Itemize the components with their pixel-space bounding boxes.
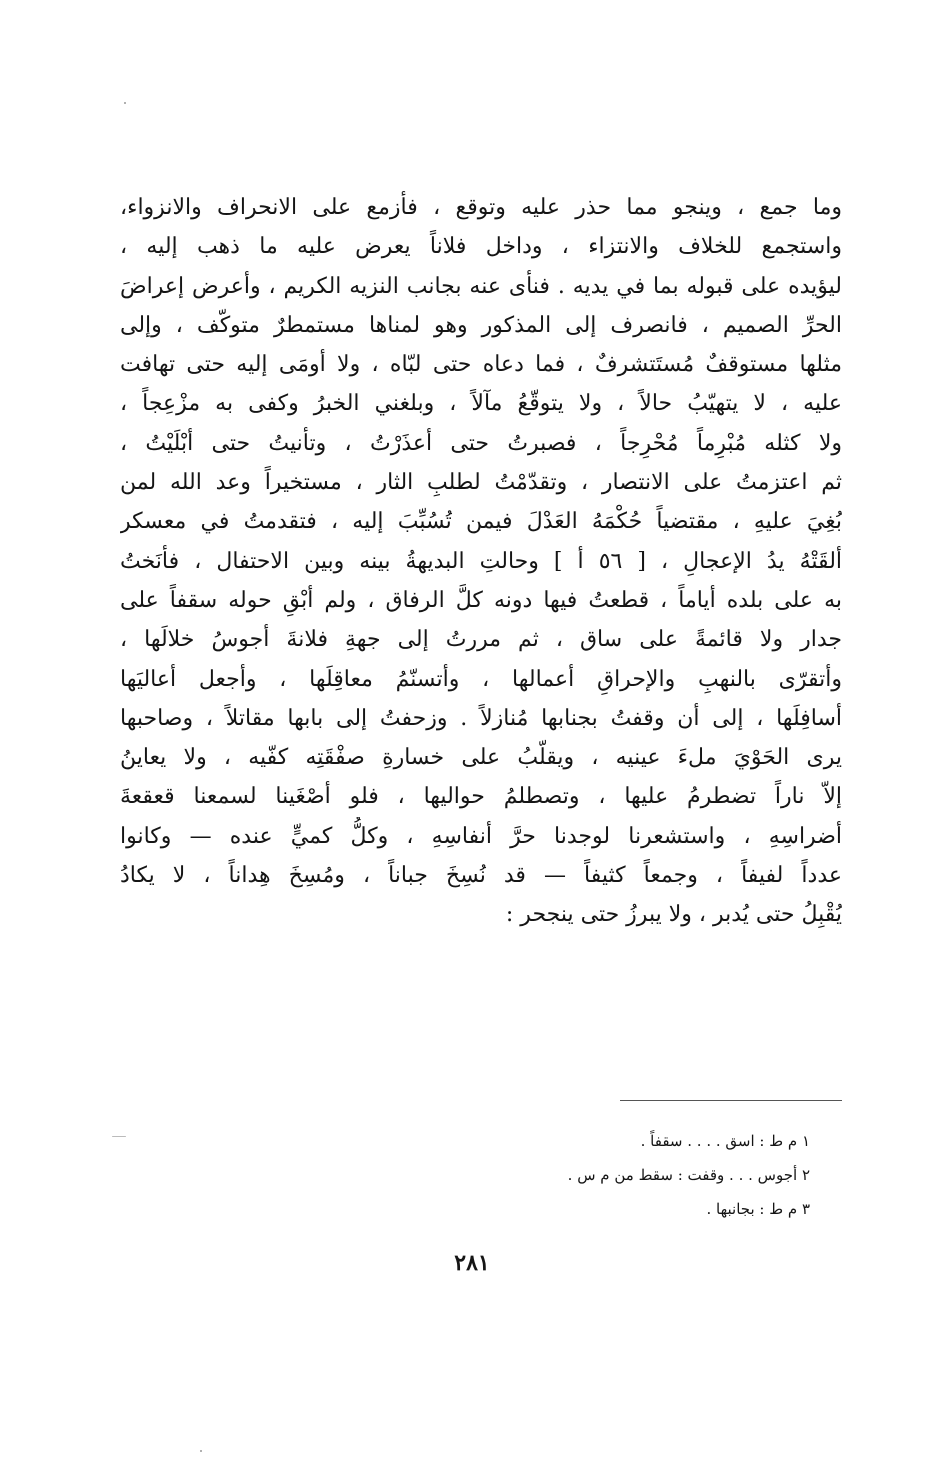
scan-speck xyxy=(200,1450,202,1452)
text-line: ليؤيده على قبوله بما في يديه . فنأى عنه بجانب النزيه الكريم ، وأعرض إعراضَ xyxy=(120,273,842,299)
text-line: إلاّ ناراً تضطرمُ عليها ، وتصطلمُ حواليها ، فلو أصْغَينا لسمعنا قعقعةَ xyxy=(120,784,842,810)
text-line: واستجمع للخلاف والانتزاء ، وداخل فلاناً يعرض عليه ما ذهب إليه ، xyxy=(120,234,842,260)
text-line: وأتقرّى بالنهبِ والإحراقِ أعمالها ، وأتسنّمُ معاقِلَها ، وأجعل أعاليَها xyxy=(120,666,842,692)
footnote-divider xyxy=(620,1100,842,1101)
scan-speck xyxy=(112,1136,126,1137)
text-line: ثم اعتزمتُ على الانتصار ، وتقدّمْتُ لطلبِ الثار ، مستخيراً وعد الله لمن xyxy=(120,470,842,496)
text-line: أضراسِهِ ، واستشعرنا لوجدنا حرَّ أنفاسِهِ ، وكلُّ كميٍّ عنده — وكانوا xyxy=(120,823,842,849)
text-line: الحرِّ الصميم ، فانصرف إلى المذكور وهو لمناها مستمطرٌ متوكّف ، وإلى xyxy=(120,312,842,338)
text-line: به على بلده أياماً ، قطعتُ فيها دونه كلَّ الرفاق ، ولم أبْقِ حوله سقفاً على xyxy=(120,587,842,613)
text-line: جدار ولا قائمةً على ساق ، ثم مررتُ إلى جهةِ فلانةَ أجوسُ خلالَها ، xyxy=(120,627,842,653)
text-line: مثلها مستوقفٌ مُستَتشرفٌ ، فما دعاه حتى لبّاه ، ولا أومَى إليه حتى تهافت xyxy=(120,352,842,378)
text-line: ألقَتْهُ يدُ الإعجالِ ، [ ٥٦ أ ] وحالتِ البديهةُ بينه وبين الاحتفال ، فأنَختُ xyxy=(120,548,842,574)
text-line: يرى الحَوْيَ ملءَ عينيه ، ويقلّبُ على خسارةِ صفْقَتِه كفّيه ، ولا يعاينُ xyxy=(120,745,842,771)
text-line: عدداً لفيفاً ، وجمعاً كثيفاً — قد نُسِخَ جباناً ، ومُسِخَ هِداناً ، لا يكادُ xyxy=(120,863,842,889)
footnote-1: ١ م ط : اسق . . . . سقفاً . xyxy=(640,1132,810,1150)
text-line: أسافِلَها ، إلى أن وقفتُ بجنابها مُنازلاً . وزحفتُ إلى بابها مقاتلاً ، وصاحبها xyxy=(120,705,842,731)
footnote-2: ٢ أجوس . . . وقفت : سقط من م س . xyxy=(567,1166,810,1184)
text-line: وما جمع ، وينجو مما حذر عليه وتوقع ، فأزمع على الانحراف والانزواء، xyxy=(120,195,842,220)
text-line: بُغِيَ عليهِ ، مقتضياً حُكْمَهُ العَدْلَ فيمن تُسُبِّبَ إليه ، فتقدمتُ في معسكر xyxy=(120,509,842,535)
main-text-block xyxy=(120,188,842,935)
text-line-last: يُقْبِلُ حتى يُدبر ، ولا يبرزُ حتى ينجحر : xyxy=(505,902,842,928)
text-line: ولا كثله مُبْرِماً مُحْرِجاً ، فصبرتُ حتى أعذَرْتُ ، وتأنيتُ حتى أبْلَيْتُ ، xyxy=(120,430,842,456)
text-line: عليه ، لا يتهيّبُ حالاً ، ولا يتوقّعُ مآلاً ، وبلغني الخبرُ وكفى به مزْعِجاً ، xyxy=(120,391,842,417)
scan-speck xyxy=(124,102,126,104)
page-number: ٢٨١ xyxy=(454,1250,490,1276)
footnotes-block xyxy=(420,1124,810,1226)
footnote-3: ٣ م ط : بجانبها . xyxy=(706,1200,810,1218)
